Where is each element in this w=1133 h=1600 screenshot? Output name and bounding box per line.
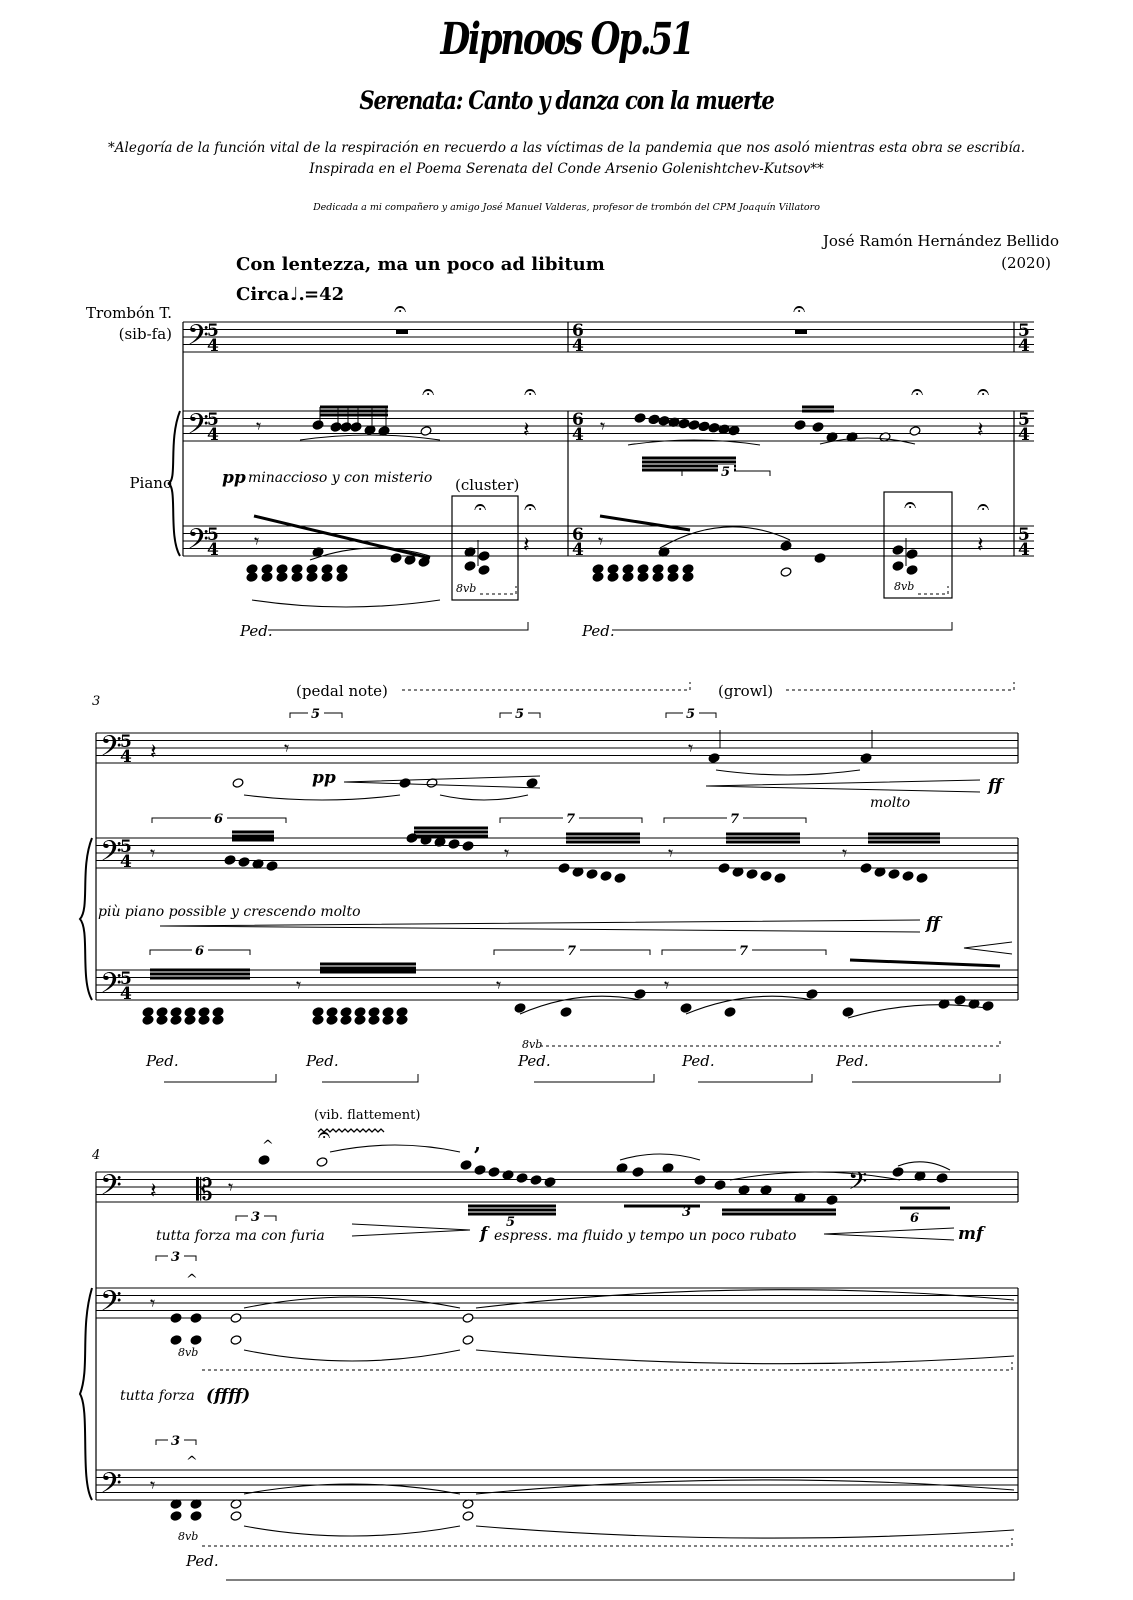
fermata-icon: 𝄐 — [394, 297, 407, 322]
note-head — [390, 553, 402, 564]
s2-growl-label: (growl) — [718, 682, 774, 700]
slur — [848, 1005, 986, 1018]
note-head — [184, 1007, 196, 1018]
note-head — [190, 1335, 202, 1346]
note-head — [312, 420, 324, 431]
fermata-icon: 𝄐 — [793, 297, 806, 322]
time-signature-numerator: 6 — [572, 321, 584, 341]
eighth-rest-icon: 𝄾 — [228, 1175, 234, 1199]
slur — [660, 527, 790, 548]
note-head — [812, 422, 824, 433]
bass-clef-icon: 𝄢 — [848, 1167, 868, 1202]
tenor-clef-icon: 𝄡 — [196, 1173, 213, 1208]
s2-pedal-note-label: (pedal note) — [296, 682, 388, 700]
note-head — [326, 1007, 338, 1018]
slur — [716, 770, 860, 775]
note-head — [916, 873, 928, 884]
note-head — [462, 841, 474, 852]
note-head — [156, 1007, 168, 1018]
note-head — [246, 564, 258, 575]
s3-trombone-expression-2: espress. ma fluido y tempo un poco rubato — [494, 1228, 797, 1244]
beam — [254, 516, 430, 558]
bass-clef-icon: 𝄢 — [187, 523, 209, 563]
eighth-rest-icon: 𝄾 — [150, 1473, 156, 1497]
note-head — [892, 545, 904, 556]
slur — [330, 1145, 460, 1152]
s3-measure-number: 4 — [92, 1148, 101, 1163]
tuplet-number: 3 — [171, 1250, 181, 1265]
bass-clef-icon: 𝄢 — [100, 835, 122, 875]
fermata-icon: 𝄐 — [911, 380, 924, 405]
metronome-value: =42 — [304, 284, 345, 305]
time-signature-denominator: 4 — [207, 425, 219, 445]
note-head — [688, 420, 700, 431]
crescendo-hairpin — [706, 780, 980, 792]
time-signature-denominator: 4 — [207, 336, 219, 356]
quarter-rest-icon: 𝄽 — [523, 418, 530, 443]
ottava-line — [202, 1538, 1012, 1546]
note-head — [680, 1003, 692, 1014]
crescendo-hairpin — [160, 920, 920, 932]
time-signature-numerator: 5 — [1018, 410, 1030, 430]
crescendo-hairpin — [824, 1228, 954, 1240]
pedal-line — [698, 1074, 812, 1082]
note-head — [708, 753, 720, 764]
pedal-line — [534, 1074, 654, 1082]
tuplet-number: 3 — [682, 1205, 692, 1220]
pedal-mark: Ped. — [146, 1052, 179, 1070]
ottava-mark: 8vb — [522, 1038, 543, 1051]
fermata-icon: 𝄐 — [524, 495, 537, 520]
quarter-rest-icon: 𝄽 — [977, 533, 984, 558]
piano-brace — [80, 1288, 92, 1500]
eighth-rest-icon: 𝄾 — [256, 414, 262, 438]
note-head — [648, 414, 660, 425]
growl-extension — [786, 682, 1014, 690]
fermata-icon: 𝄐 — [318, 1123, 331, 1148]
note-head — [888, 869, 900, 880]
time-signature-numerator: 6 — [572, 525, 584, 545]
note-head — [698, 421, 710, 432]
note-head — [634, 413, 646, 424]
note-head — [170, 1007, 182, 1018]
time-signature-denominator: 4 — [572, 540, 584, 560]
eighth-rest-icon: 𝄾 — [296, 973, 302, 997]
time-signature-denominator: 4 — [120, 747, 132, 767]
s2-trombone-molto: molto — [870, 795, 911, 811]
eighth-rest-icon: 𝄾 — [284, 736, 290, 760]
tuplet-number: 3 — [251, 1210, 261, 1225]
s1-piano-dynamic: pp — [222, 468, 246, 488]
time-signature-numerator: 5 — [120, 732, 132, 752]
time-signature-numerator: 6 — [572, 410, 584, 430]
pedal-line — [226, 1572, 1014, 1580]
pedal-line — [852, 1074, 1000, 1082]
note-head — [368, 1007, 380, 1018]
eighth-rest-icon: 𝄾 — [254, 529, 260, 553]
pedal-line — [268, 622, 528, 630]
note-head — [406, 833, 418, 844]
note-head — [198, 1007, 210, 1018]
time-signature-denominator: 4 — [207, 540, 219, 560]
note-head — [336, 564, 348, 575]
note-head — [806, 989, 818, 1000]
s3-trombone-dynamic: f — [480, 1224, 488, 1244]
note-head — [276, 564, 288, 575]
tuplet-number: 6 — [910, 1211, 920, 1226]
note-head — [600, 871, 612, 882]
note-head — [170, 1335, 182, 1346]
note-head — [860, 863, 872, 874]
note-head — [982, 1001, 994, 1012]
ottava-line — [202, 1362, 1012, 1370]
s2-trombone-dynamic-end: ff — [988, 776, 1003, 796]
note-head — [760, 1185, 772, 1196]
note-head — [488, 1167, 500, 1178]
s1-piano-expression: minaccioso y con misterio — [248, 470, 433, 486]
bass-clef-icon: 𝄢 — [100, 730, 122, 770]
slur — [244, 1526, 460, 1536]
crescendo-hairpin — [344, 776, 540, 788]
note-head — [738, 1185, 750, 1196]
note-head — [667, 564, 679, 575]
pedal-line — [164, 1074, 276, 1082]
eighth-rest-icon: 𝄾 — [598, 529, 604, 553]
note-head — [238, 857, 250, 868]
time-signature-denominator: 4 — [120, 852, 132, 872]
ottava-mark: 8vb — [178, 1346, 199, 1359]
note-head — [746, 869, 758, 880]
time-signature-numerator: 5 — [1018, 321, 1030, 341]
tuplet-number: 5 — [311, 707, 321, 722]
time-signature-numerator: 5 — [120, 969, 132, 989]
note-head — [826, 1195, 838, 1206]
slur — [898, 1162, 950, 1170]
tuplet-number: 3 — [171, 1434, 181, 1449]
tuplet-number: 6 — [195, 944, 205, 959]
tuplet-number: 6 — [214, 812, 224, 827]
note-head — [340, 422, 352, 433]
note-head — [714, 1180, 726, 1191]
s2-piano-dynamic-end: ff — [926, 914, 941, 934]
note-head — [448, 839, 460, 850]
half-note — [316, 1157, 328, 1168]
note-head — [530, 1175, 542, 1186]
pedal-mark: Ped. — [240, 622, 273, 640]
note-head — [652, 564, 664, 575]
pedal-mark: Ped. — [186, 1552, 219, 1570]
note-head — [892, 561, 904, 572]
s3-trombone-dynamic-end: mf — [958, 1224, 984, 1244]
note-head — [526, 778, 538, 789]
time-signature-denominator: 4 — [572, 336, 584, 356]
whole-rest-icon — [795, 330, 807, 334]
time-signature-numerator: 5 — [207, 525, 219, 545]
tempo-marking: Con lentezza, ma un poco ad libitum — [236, 254, 605, 275]
pedal-mark: Ped. — [518, 1052, 551, 1070]
tuplet-number: 7 — [567, 944, 577, 959]
note-head — [760, 871, 772, 882]
fermata-icon: 𝄐 — [474, 495, 487, 520]
ottava-line — [918, 586, 948, 594]
pedal-line — [612, 622, 952, 630]
half-note — [230, 1511, 242, 1522]
note-head — [632, 1167, 644, 1178]
slur — [730, 1172, 900, 1180]
note-head — [708, 423, 720, 434]
eighth-rest-icon: 𝄾 — [504, 841, 510, 865]
note-head — [321, 564, 333, 575]
pedal-mark: Ped. — [682, 1052, 715, 1070]
note-head — [954, 995, 966, 1006]
breath-mark-icon: , — [474, 1131, 481, 1155]
s2-piano-expression: più piano possible y crescendo molto — [98, 904, 361, 920]
note-head — [306, 564, 318, 575]
note-head — [340, 1007, 352, 1018]
note-head — [718, 863, 730, 874]
note-head — [350, 422, 362, 433]
half-note — [230, 1335, 242, 1346]
pedal-mark: Ped. — [582, 622, 615, 640]
fermata-icon: 𝄐 — [422, 380, 435, 405]
pedal-line — [322, 1074, 418, 1082]
whole-note — [462, 1511, 474, 1522]
tuplet-number: 5 — [721, 465, 731, 480]
fermata-icon: 𝄐 — [524, 380, 537, 405]
note-head — [474, 1165, 486, 1176]
composition-year: (2020) — [1001, 254, 1051, 272]
s3-piano-dynamic: (ffff) — [206, 1386, 251, 1406]
slur — [300, 435, 440, 440]
note-head — [170, 1511, 182, 1522]
note-head — [224, 855, 236, 866]
piano-brace — [80, 838, 92, 1000]
slur — [252, 600, 440, 607]
note-head — [502, 1170, 514, 1181]
bass-clef-icon: 𝄢 — [187, 319, 209, 359]
program-note-line-2: Inspirada en el Poema Serenata del Conde Arsenio Golenishtchev-Kutsov** — [309, 161, 824, 177]
fermata-icon: 𝄐 — [977, 380, 990, 405]
tuplet-number: 5 — [515, 707, 525, 722]
note-head — [728, 425, 740, 436]
s2-measure-number: 3 — [92, 694, 101, 709]
note-head — [382, 1007, 394, 1018]
tuplet-number: 5 — [686, 707, 696, 722]
note-head — [682, 564, 694, 575]
note-head — [478, 565, 490, 576]
time-signature-numerator: 5 — [120, 837, 132, 857]
note-head — [658, 416, 670, 427]
time-signature-numerator: 5 — [1018, 525, 1030, 545]
slur — [244, 795, 400, 800]
time-signature-denominator: 4 — [1018, 336, 1030, 356]
note-head — [190, 1313, 202, 1324]
slur — [476, 1350, 1014, 1364]
s2-trombone-dynamic-start: pp — [312, 768, 336, 788]
note-head — [460, 1160, 472, 1171]
diminuendo-hairpin — [352, 1224, 470, 1236]
eighth-rest-icon: 𝄾 — [664, 973, 670, 997]
note-head — [780, 541, 792, 552]
note-head — [814, 553, 826, 564]
note-head — [354, 1007, 366, 1018]
composer: José Ramón Hernández Bellido — [822, 232, 1059, 250]
note-head — [906, 565, 918, 576]
slur — [244, 1350, 460, 1361]
s3-piano-expression: tutta forza — [120, 1388, 195, 1404]
quarter-rest-icon: 𝄽 — [977, 418, 984, 443]
note-head — [560, 1007, 572, 1018]
note-head — [774, 873, 786, 884]
note-head — [724, 1007, 736, 1018]
beam — [850, 960, 1000, 966]
note-head — [694, 1175, 706, 1186]
piano-brace — [168, 411, 180, 556]
notation-layer — [80, 297, 1034, 1580]
half-note — [230, 1313, 242, 1324]
piano-label: Piano — [129, 474, 172, 492]
ottava-mark: 8vb — [894, 580, 915, 593]
ottava-mark: 8vb — [456, 582, 477, 595]
whole-note — [462, 1313, 474, 1324]
tuplet-number: 7 — [566, 812, 576, 827]
note-head — [170, 1313, 182, 1324]
metronome-note-icon: ♩. — [290, 284, 305, 305]
slur — [440, 795, 528, 800]
s1-cluster-label: (cluster) — [455, 476, 520, 494]
eighth-rest-icon: 𝄾 — [150, 1291, 156, 1315]
half-note — [909, 426, 921, 437]
dedication: Dedicada a mi compañero y amigo José Manuel Valderas, profesor de trombón del CPM Joaquín Villatoro — [313, 202, 820, 213]
note-head — [396, 1007, 408, 1018]
note-head — [892, 1167, 904, 1178]
time-signature-denominator: 4 — [1018, 425, 1030, 445]
note-head — [607, 564, 619, 575]
fermata-icon: 𝄐 — [977, 495, 990, 520]
eighth-rest-icon: 𝄾 — [842, 841, 848, 865]
bass-clef-icon: 𝄢 — [100, 1169, 122, 1209]
note-head — [464, 561, 476, 572]
note-head — [516, 1173, 528, 1184]
score-subtitle: Serenata: Canto y danza con la muerte — [359, 86, 774, 115]
note-head — [614, 873, 626, 884]
note-head — [261, 564, 273, 575]
ottava-line — [540, 1038, 1000, 1046]
eighth-rest-icon: 𝄾 — [600, 414, 606, 438]
note-head — [842, 1007, 854, 1018]
marcato-icon: ^ — [262, 1138, 274, 1154]
tuplet-number: 5 — [506, 1215, 516, 1230]
note-head — [330, 422, 342, 433]
time-signature-numerator: 5 — [207, 410, 219, 430]
note-head — [399, 778, 411, 789]
ottava-line — [480, 586, 516, 594]
note-head — [794, 420, 806, 431]
note-head — [586, 869, 598, 880]
bass-clef-icon: 𝄢 — [100, 1467, 122, 1507]
beam — [600, 516, 690, 530]
note-head — [902, 871, 914, 882]
marcato-icon: ^ — [186, 1454, 198, 1470]
slur — [476, 1480, 1014, 1494]
score-title: Dipnoos Op.51 — [440, 14, 693, 65]
note-head — [266, 861, 278, 872]
quarter-rest-icon: 𝄽 — [523, 533, 530, 558]
trombone-label: Trombón T. — [85, 304, 172, 322]
half-note — [232, 778, 244, 789]
time-signature-denominator: 4 — [120, 984, 132, 1004]
note-head — [212, 1007, 224, 1018]
marcato-icon: ^ — [186, 1272, 198, 1288]
whole-note — [462, 1335, 474, 1346]
half-note — [780, 567, 792, 578]
fermata-icon: 𝄐 — [904, 493, 917, 518]
crescendo-hairpin — [964, 942, 1012, 954]
slur — [686, 996, 812, 1014]
slur — [476, 1290, 1014, 1308]
note-head — [906, 549, 918, 560]
pedal-mark: Ped. — [306, 1052, 339, 1070]
note-head — [592, 564, 604, 575]
bass-clef-icon: 𝄢 — [187, 408, 209, 448]
time-signature-denominator: 4 — [572, 425, 584, 445]
quarter-rest-icon: 𝄽 — [150, 740, 157, 765]
pedal-note-extension — [402, 682, 690, 690]
note-head — [860, 753, 872, 764]
bass-clef-icon: 𝄢 — [100, 967, 122, 1007]
whole-rest-icon — [396, 330, 408, 334]
eighth-rest-icon: 𝄾 — [150, 841, 156, 865]
eighth-rest-icon: 𝄾 — [688, 736, 694, 760]
tuplet-number: 7 — [730, 812, 740, 827]
note-head — [634, 989, 646, 1000]
note-head — [622, 564, 634, 575]
eighth-rest-icon: 𝄾 — [496, 973, 502, 997]
note-head — [142, 1007, 154, 1018]
eighth-rest-icon: 𝄾 — [668, 841, 674, 865]
time-signature-denominator: 4 — [1018, 540, 1030, 560]
program-note-line-1: *Alegoría de la función vital de la respiración en recuerdo a las víctimas de la pandemia que nos asoló mientras esta obra se escribía. — [108, 140, 1025, 156]
note-head — [190, 1511, 202, 1522]
pedal-mark: Ped. — [836, 1052, 869, 1070]
ottava-mark: 8vb — [178, 1530, 199, 1543]
note-head — [478, 551, 490, 562]
slur — [620, 1154, 700, 1160]
note-head — [558, 863, 570, 874]
note-head — [637, 564, 649, 575]
slur — [476, 1526, 1014, 1538]
s3-trombone-expression-1: tutta forza ma con furia — [156, 1228, 325, 1244]
note-head — [544, 1177, 556, 1188]
slur — [520, 996, 640, 1014]
metronome-prefix: Circa — [236, 284, 290, 305]
tuplet-number: 7 — [739, 944, 749, 959]
time-signature-numerator: 5 — [207, 321, 219, 341]
trombone-range-label: (sib-fa) — [118, 325, 172, 343]
note-head — [258, 1155, 270, 1166]
note-head — [312, 1007, 324, 1018]
bass-clef-icon: 𝄢 — [100, 1285, 122, 1325]
note-head — [936, 1173, 948, 1184]
s3-vib-label: (vib. flattement) — [314, 1108, 421, 1123]
note-head — [291, 564, 303, 575]
note-head — [678, 418, 690, 429]
half-note — [420, 426, 432, 437]
quarter-rest-icon: 𝄽 — [150, 1179, 157, 1204]
